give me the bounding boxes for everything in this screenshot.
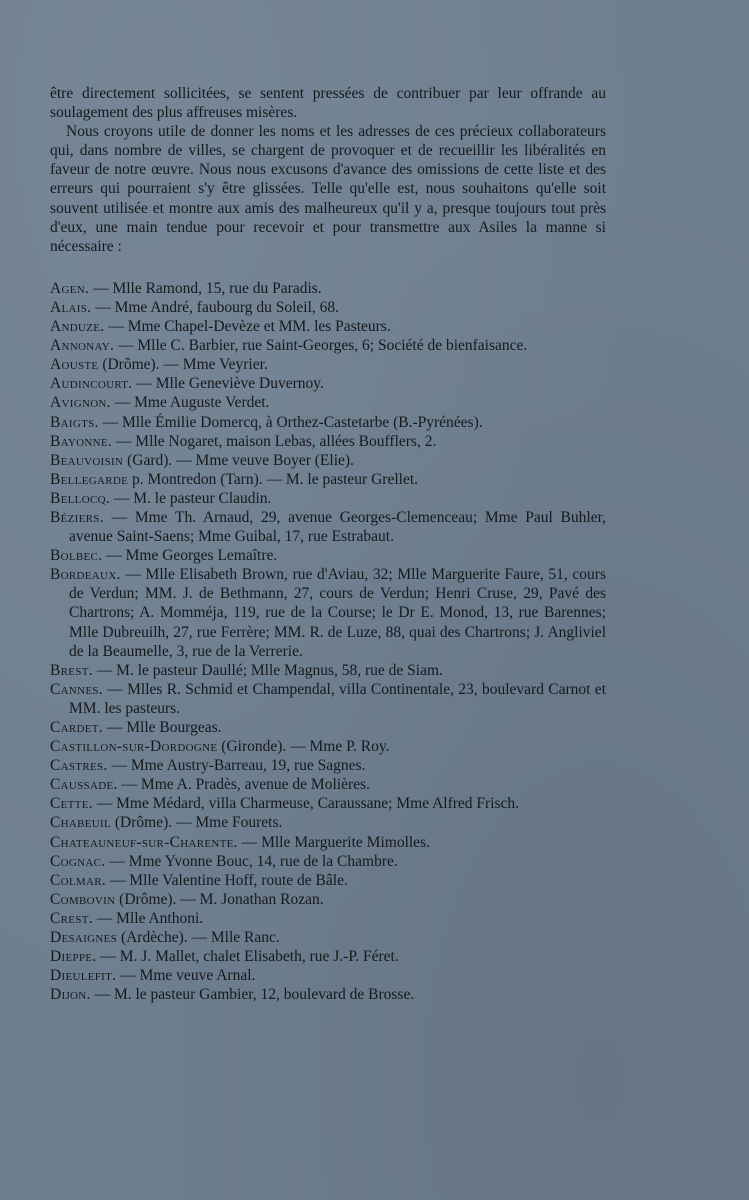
city-name: Chabeuil [50, 814, 112, 832]
list-item [50, 852, 606, 871]
list-item [50, 546, 606, 565]
city-name: Castres. [50, 757, 108, 775]
entry-details: (Drôme). — M. Jonathan Rozan. [115, 890, 324, 908]
list-item [50, 985, 606, 1004]
entry-details: — Mlle Elisabeth Brown, rue d'Aviau, 32; Mlle Marguerite Faure, 51, cours de Verdun; MM. J. de Bethmann, 27, cours de Verdun; Henri Cruse, 29, Pavé des Chartrons; A. Momméja, 119, rue de la Course; le Dr E. Monod, 13, rue Barennes; Mlle Dubreuilh, 27, rue Ferrère; MM. R. de Luze, 88, quai des Chartrons; J. Angliviel de la Beaumelle, 3, rue de la Verrerie. [69, 566, 606, 660]
entry-details: — Mlles R. Schmid et Champendal, villa Continentale, 23, boulevard Carnot et MM. les pasteurs. [69, 680, 606, 717]
list-item [50, 298, 606, 317]
city-name: Dieppe. [50, 948, 97, 966]
list-item [50, 451, 606, 470]
city-name: Agen. [50, 279, 90, 297]
city-name: Alais. [50, 298, 92, 316]
city-name: Castillon-sur-Dordogne [50, 738, 218, 756]
entry-details: — Mlle Nogaret, maison Lebas, allées Boufflers, 2. [112, 432, 437, 450]
city-name: Annonay. [50, 337, 115, 355]
entry-details: — Mme Th. Arnaud, 29, avenue Georges-Clemenceau; Mme Paul Buhler, avenue Saint-Saens; Mme Guibal, 17, rue Estrabaut. [69, 508, 606, 546]
list-item [50, 871, 606, 890]
entry-details: — Mme Auguste Verdet. [110, 394, 270, 412]
list-item [50, 966, 606, 985]
intro-paragraph: Nous croyons utile de donner les noms et les adresses de ces précieux collaborateurs qui, dans nombre de villes, se chargent de provoquer et de recueillir les libéralités en faveur de notre œuvre. Nous nous excusons d'avance des omissions de cette liste et des erreurs qui pourraient s'y être glissées. Telle qu'elle est, nous souhaitons qu'elle soit souvent utilisée et montre aux amis des malheureux qu'il y a, presque toujours tout près d'eux, une main tendue pour recevoir et pour transmettre aux Asiles la manne si nécessaire : [50, 123, 606, 255]
list-item [50, 756, 606, 775]
entry-details: — Mme Yvonne Bouc, 14, rue de la Chambre. [105, 852, 398, 870]
list-item [50, 336, 606, 355]
city-name: Cannes. [50, 680, 103, 698]
city-name: Audincourt. [50, 375, 133, 393]
list-item [50, 374, 606, 393]
list-item [50, 833, 606, 852]
list-item [50, 413, 606, 432]
entry-details: — M. le pasteur Gambier, 12, boulevard de Brosse. [90, 986, 415, 1004]
entry-details: — Mme André, faubourg du Soleil, 68. [91, 298, 340, 316]
city-name: Avignon. [50, 394, 111, 412]
entry-details: — Mlle Émilie Domercq, à Orthez-Castetarbe (B.-Pyrénées). [98, 413, 483, 431]
list-item [50, 279, 606, 298]
city-name: Cognac. [50, 852, 106, 870]
entry-details: — Mme veuve Arnal. [116, 967, 256, 985]
entry-details: — Mme A. Pradès, avenue de Molières. [117, 776, 370, 794]
city-name: Bordeaux. [50, 566, 121, 584]
list-item [50, 947, 606, 966]
entry-details: — M. J. Mallet, chalet Elisabeth, rue J.-P. Féret. [96, 948, 399, 966]
city-name: Cardet. [50, 719, 103, 736]
address-list [50, 279, 606, 1005]
list-item [50, 890, 606, 909]
city-name: Dieulefit. [50, 967, 117, 985]
intro-paragraphs [50, 84, 606, 256]
city-name: Beauvoisin [50, 451, 124, 469]
list-item [50, 718, 606, 737]
entry-details: p. Montredon (Tarn). — M. le pasteur Grellet. [128, 470, 419, 488]
entry-details: — Mlle Geneviève Duvernoy. [132, 375, 324, 393]
entry-details: (Drôme). — Mme Veyrier. [98, 356, 268, 374]
list-item [50, 737, 606, 756]
text-column [50, 84, 606, 1004]
city-name: Combovin [50, 890, 116, 908]
list-item [50, 432, 606, 451]
entry-details: — Mme Austry-Barreau, 19, rue Sagnes. [107, 757, 366, 775]
city-name: Bolbec. [50, 547, 103, 565]
city-name: Brest. [50, 661, 93, 679]
entry-details: (Ardèche). — Mlle Ranc. [117, 929, 280, 947]
entry-details: — M. le pasteur Claudin. [110, 489, 272, 507]
entry-details: — Mlle C. Barbier, rue Saint-Georges, 6; Société de bienfaisance. [114, 337, 528, 355]
city-name: Caussade. [50, 776, 118, 794]
city-name: Aouste [50, 356, 99, 374]
entry-details: — Mme Georges Lemaître. [102, 547, 278, 565]
list-item [50, 909, 606, 928]
city-name: Baigts. [50, 413, 99, 431]
list-item [50, 393, 606, 412]
list-item [50, 928, 606, 947]
city-name: Dijon. [50, 986, 91, 1004]
list-item [50, 794, 606, 813]
city-name: Anduze. [50, 318, 105, 336]
list-item [50, 565, 606, 660]
entry-details: — Mlle Bourgeas. [102, 719, 222, 736]
entry-details: — Mlle Ramond, 15, rue du Paradis. [89, 279, 322, 297]
city-name: Chateauneuf-sur-Charente. [50, 833, 238, 851]
entry-details: (Gironde). — Mme P. Roy. [217, 738, 390, 756]
entry-details: — Mlle Marguerite Mimolles. [237, 833, 430, 851]
entry-details: — Mme Chapel-Devèze et MM. les Pasteurs. [104, 318, 391, 336]
city-name: Cette. [50, 795, 93, 813]
list-item [50, 680, 606, 718]
city-name: Bayonne. [50, 432, 113, 450]
city-name: Desaignes [50, 929, 118, 947]
entry-details: (Drôme). — Mme Fourets. [111, 814, 283, 832]
entry-details: — Mlle Valentine Hoff, route de Bâle. [106, 871, 348, 889]
list-item [50, 813, 606, 832]
list-item [50, 489, 606, 508]
entry-details: — Mme Médard, villa Charmeuse, Caraussane; Mme Alfred Frisch. [92, 795, 520, 813]
list-item [50, 661, 606, 680]
entry-details: — Mlle Anthoni. [92, 909, 204, 927]
list-item [50, 775, 606, 794]
entry-details: — M. le pasteur Daullé; Mlle Magnus, 58, rue de Siam. [92, 661, 443, 679]
list-item [50, 355, 606, 374]
entry-details: (Gard). — Mme veuve Boyer (Elie). [123, 451, 354, 469]
city-name: Bellegarde [50, 470, 129, 488]
list-item [50, 508, 606, 546]
list-item [50, 317, 606, 336]
city-name: Crest. [50, 909, 93, 927]
list-item [50, 470, 606, 489]
intro-paragraph: être directement sollicitées, se sentent pressées de contribuer par leur offrande au soulagement des plus affreuses misères. [50, 85, 606, 122]
city-name: Béziers. [50, 508, 104, 526]
city-name: Bellocq. [50, 489, 110, 507]
city-name: Colmar. [50, 871, 107, 889]
